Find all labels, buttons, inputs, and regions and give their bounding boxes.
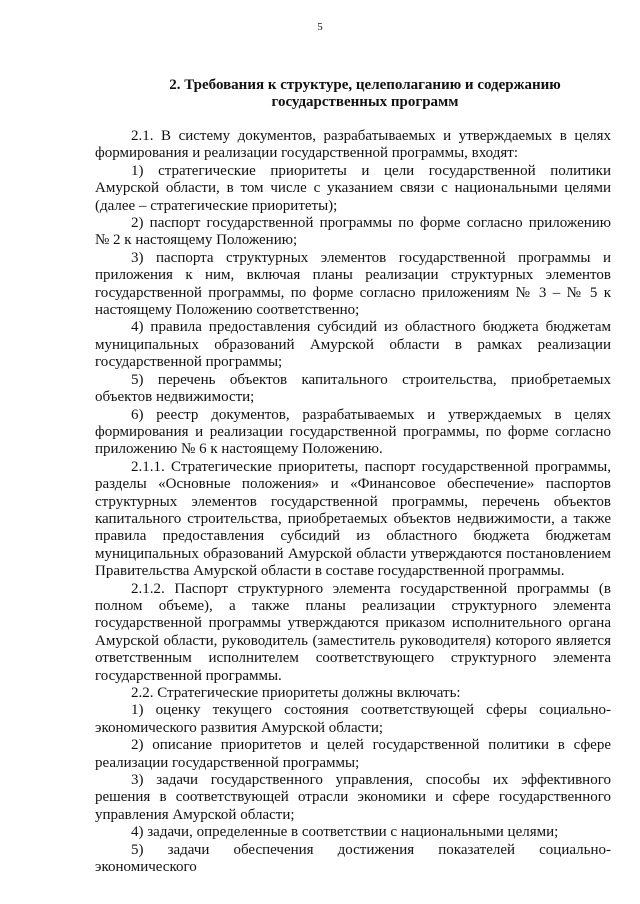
section-heading-line-1: 2. Требования к структуре, целеполаганию и содержанию <box>169 77 561 93</box>
list-item-2-2-4: 4) задачи, определенные в соответствии с национальными целями; <box>131 824 559 841</box>
list-item-4: 4) правила предоставления субсидий из областного бюджета бюджетам муниципальных образований Амурской области в рамках реализации государственной программы; <box>95 319 611 371</box>
list-item-2-2-5: 5) задачи обеспечения достижения показателей социально-экономического <box>95 841 611 876</box>
paragraph-2-1-2: 2.1.2. Паспорт структурного элемента государственной программы (в полном объеме), а также планы реализации структурного элемента государственной программы утверждаются приказом исполнительного органа Амурской области, руководитель (заместитель руководителя) которого является ответственным исполнителем соответствующего структурного элемента государственной программы. <box>95 580 611 684</box>
document-body <box>95 128 611 876</box>
list-item-5: 5) перечень объектов капитального строительства, приобретаемых объектов недвижимости; <box>95 371 611 406</box>
section-heading <box>130 77 600 111</box>
paragraph-2-1: 2.1. В систему документов, разрабатываемых и утверждаемых в целях формирования и реализации государственной программы, входят: <box>95 128 611 162</box>
section-heading-line-2: государственных программ <box>271 94 459 110</box>
list-item-2-2-2: 2) описание приоритетов и целей государственной политики в сфере реализации государственной программы; <box>95 737 611 771</box>
paragraph-2-1-1: 2.1.1. Стратегические приоритеты, паспорт государственной программы, разделы «Основные положения» и «Финансовое обеспечение» паспортов структурных элементов государственной программы, перечень объектов капитального строительства, приобретаемых объектов недвижимости, а также правила предоставления субсидий из областного бюджета бюджетам муниципальных образований Амурской области утверждаются постановлением Правительства Амурской области в составе государственной программы. <box>95 458 611 580</box>
list-item-3: 3) паспорта структурных элементов государственной программы и приложения к ним, включая планы реализации структурных элементов государственной программы, по форме согласно приложениям № 3 – № 5 к настоящему Положению соответственно; <box>95 249 611 319</box>
list-item-2-2-1: 1) оценку текущего состояния соответствующей сферы социально-экономического развития Амурской области; <box>95 702 611 736</box>
list-item-6: 6) реестр документов, разрабатываемых и утверждаемых в целях формирования и реализации государственной программы, по форме согласно приложению № 6 к настоящему Положению. <box>95 406 611 458</box>
paragraph-2-2: 2.2. Стратегические приоритеты должны включать: <box>131 685 461 701</box>
list-item-2: 2) паспорт государственной программы по форме согласно приложению № 2 к настоящему Положению; <box>95 215 611 249</box>
list-item-2-2-3: 3) задачи государственного управления, способы их эффективного решения в соответствующей отрасли экономики и сфере государственного управления Амурской области; <box>95 772 611 823</box>
page-number: 5 <box>317 21 323 33</box>
list-item-1: 1) стратегические приоритеты и цели государственной политики Амурской области, в том числе с указанием связи с национальными целями (далее – стратегические приоритеты); <box>95 162 611 214</box>
